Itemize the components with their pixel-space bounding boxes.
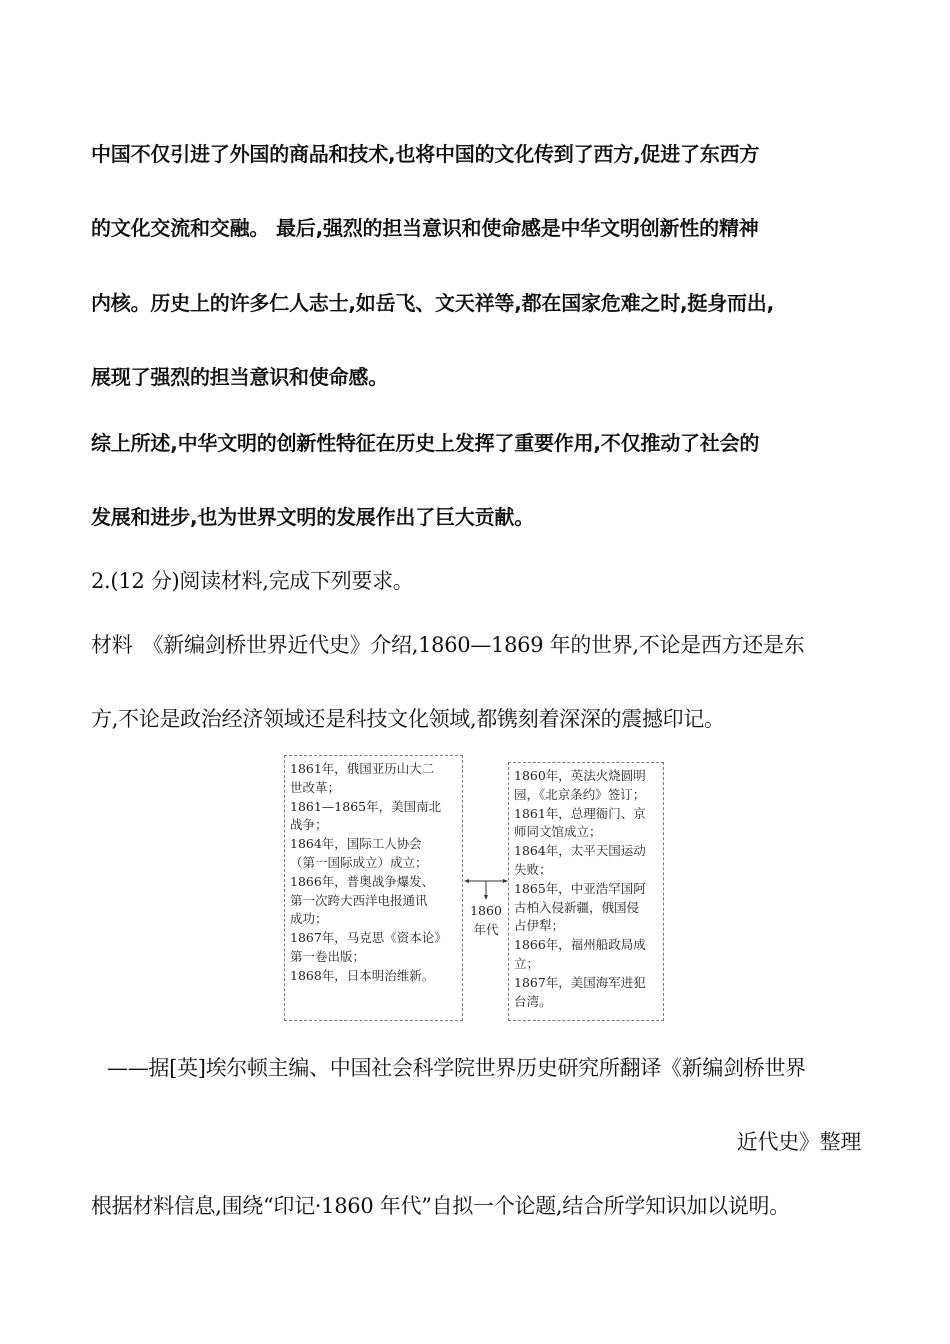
event-line: 1861—1865年，美国南北	[290, 798, 442, 814]
event-line: 古柏入侵新疆，俄国侵	[514, 899, 640, 915]
task-line: 根据材料信息,围绕“印记·1860 年代”自拟一个论题,结合所学知识加以说明。	[91, 1194, 790, 1218]
paragraph-line: 的文化交流和交融。 最后,强烈的担当意识和使命感是中华文明创新性的精神	[91, 216, 759, 240]
event-line: 世改革；	[290, 779, 341, 795]
event-line: 第一次跨大西洋电报通讯	[290, 892, 428, 908]
center-decade: 年代	[473, 922, 499, 937]
question-heading: 2.(12 分)阅读材料,完成下列要求。	[91, 569, 414, 593]
source-line: 近代史》整理	[736, 1130, 861, 1154]
event-line: 第一卷出版；	[290, 948, 366, 964]
event-line: 占伊犁；	[514, 918, 565, 934]
western-events-box	[284, 755, 463, 1021]
center-label	[464, 901, 508, 939]
center-year: 1860	[470, 903, 502, 918]
material-line: 方,不论是政治经济领域还是科技文化领域,都镌刻着深深的震撼印记。	[91, 707, 725, 731]
event-line: 1861年，俄国亚历山大二	[290, 761, 435, 776]
event-line: 园，《北京条约》签订；	[514, 786, 646, 802]
paragraph-line: 发展和进步,也为世界文明的发展作出了巨大贡献。	[91, 505, 534, 529]
paragraph-line: 展现了强烈的担当意识和使命感。	[91, 365, 388, 389]
event-line: 立；	[514, 955, 540, 971]
event-line: 失败；	[514, 861, 552, 877]
event-line: 1868年，日本明治维新。	[290, 967, 435, 983]
material-line: 材料 《新编剑桥世界近代史》介绍,1860—1869 年的世界,不论是西方还是东	[91, 633, 805, 657]
event-line: 师同文馆成立；	[514, 824, 602, 840]
event-line: 1860年，英法火烧圆明	[514, 768, 646, 783]
event-line: 1864年，国际工人协会	[290, 836, 422, 852]
event-line: 1865年，中亚浩罕国阿	[514, 880, 646, 896]
paragraph-line: 综上所述,中华文明的创新性特征在历史上发挥了重要作用,不仅推动了社会的	[91, 431, 760, 455]
timeline-diagram	[284, 755, 666, 1023]
event-line: 1866年，福州船政局成	[514, 937, 646, 953]
event-line: 1867年，马克思《资本论》	[290, 930, 447, 946]
event-line: 1861年，总理衙门、京	[514, 805, 646, 821]
event-line: 1864年，太平天国运动	[514, 843, 646, 859]
event-line: 1866年，普奥战争爆发、	[290, 873, 435, 889]
event-line: 成功；	[290, 911, 328, 927]
event-line: （第一国际成立）成立；	[290, 854, 428, 870]
paragraph-line: 内核。历史上的许多仁人志士,如岳飞、文天祥等,都在国家危难之时,挺身而出,	[91, 291, 774, 315]
event-line: 台湾。	[514, 993, 552, 1009]
eastern-events-box	[508, 762, 664, 1021]
paragraph-line: 中国不仅引进了外国的商品和技术,也将中国的文化传到了西方,促进了东西方	[91, 142, 760, 166]
event-line: 1867年，美国海军进犯	[514, 974, 646, 990]
event-line: 战争；	[290, 817, 328, 833]
source-line: ——据[英]埃尔顿主编、中国社会科学院世界历史研究所翻译《新编剑桥世界	[107, 1056, 806, 1080]
